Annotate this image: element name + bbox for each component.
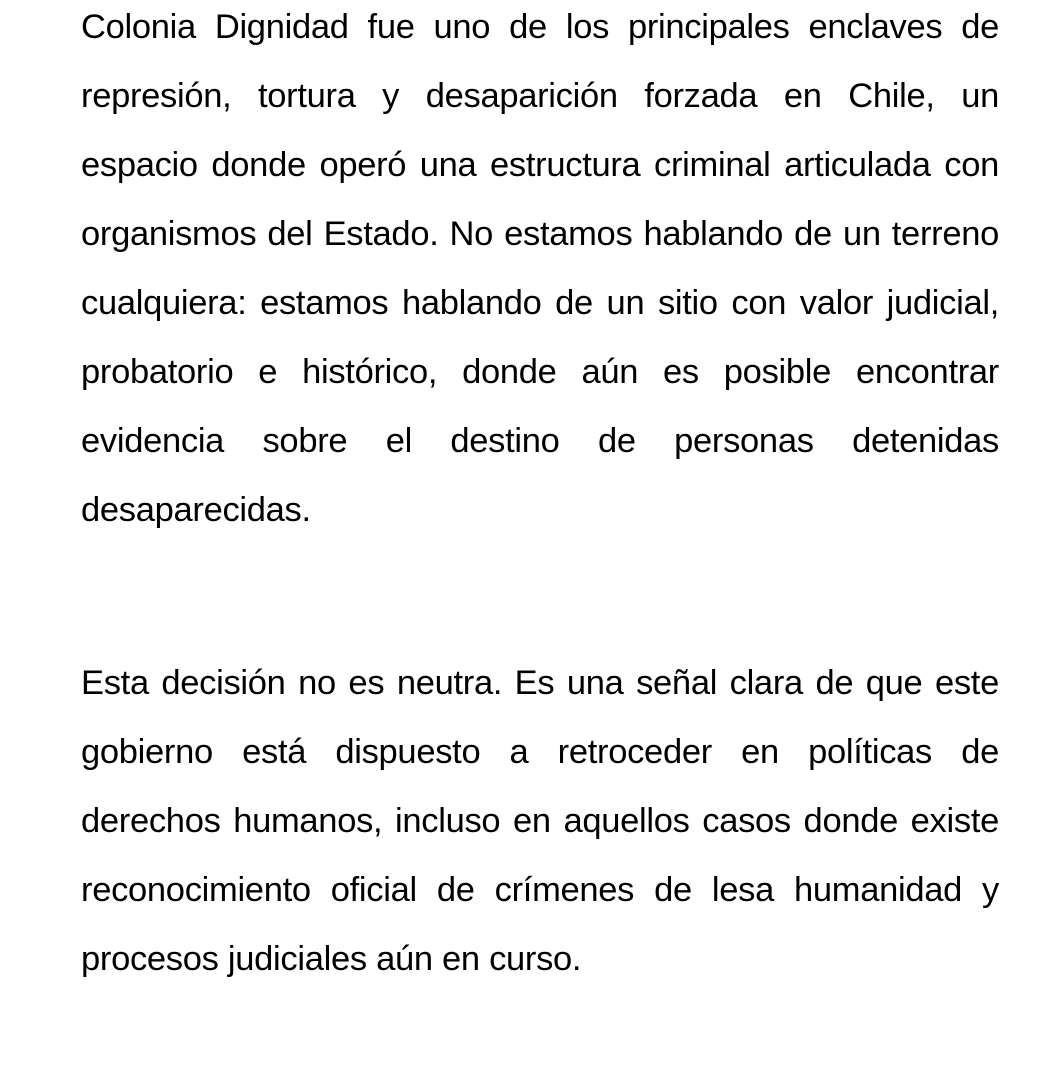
document-page	[81, 0, 999, 1087]
paragraph-colonia-dignidad: Colonia Dignidad fue uno de los principales enclaves de represión, tortura y desaparición forzada en Chile, un espacio donde operó una estructura criminal articulada con organismos del Estado. No estamos hablando de un terreno cualquiera: estamos hablando de un sitio con valor judicial, probatorio e histórico, donde aún es posible encontrar evidencia sobre el destino de personas detenidas desaparecidas.	[81, 8, 999, 529]
paragraph-decision: Esta decisión no es neutra. Es una señal clara de que este gobierno está dispuesto a retroceder en políticas de derechos humanos, incluso en aquellos casos donde existe reconocimiento oficial de crímenes de lesa humanidad y procesos judiciales aún en curso.	[81, 664, 999, 978]
